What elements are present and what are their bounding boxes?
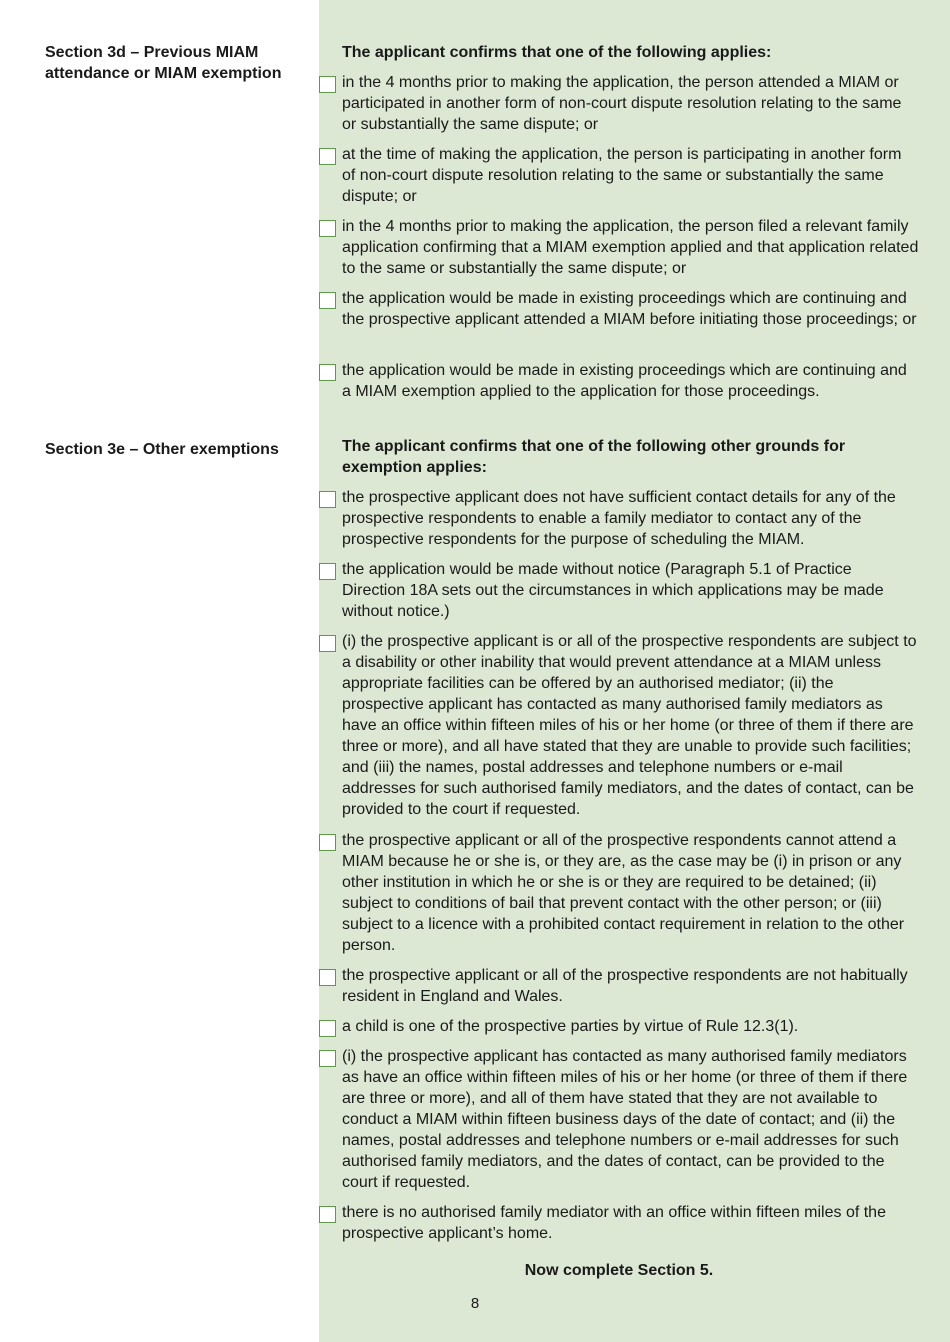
section-3d-option-4: the application would be made in existing proceedings which are continuing and the prospective applicant attended a MIAM before initiating those proceedings; or [319,288,919,330]
section-3d-option-5: the application would be made in existing proceedings which are continuing and a MIAM exemption applied to the application for those proceedings. [319,360,919,402]
section-3d-label: Section 3d – Previous MIAM attendance or MIAM exemption [45,44,282,82]
section-3e-option-4: the prospective applicant or all of the prospective respondents cannot attend a MIAM because he or she is, or they are, as the case may be (i) in prison or any other institution in which he or she is or they are required to be detained; (ii) subject to conditions of bail that prevent contact with the other person; or (iii) subject to a licence with a prohibited contact requirement in relation to the other person. [319,830,919,956]
section-3e-heading: The applicant confirms that one of the following other grounds for exemption applies: [342,438,846,476]
section-3e-option-3: (i) the prospective applicant is or all of the prospective respondents are subject to a disability or other inability that would prevent attendance at a MIAM unless appropriate facilities can be offered by an authorised mediator; (ii) the prospective applicant has contacted as many authorised family mediators as have an office within fifteen miles of his or her home (or three of them if there are three or more), and all have stated that they are unable to provide such facilities; and (iii) the names, postal addresses and telephone numbers or e-mail addresses for such authorised family mediators, and the dates of contact, can be provided to the court if requested. [319,631,919,820]
page-number: 8 [470,1295,480,1312]
section-3d-heading: The applicant confirms that one of the following applies: [342,44,772,61]
checkbox[interactable] [319,1050,336,1067]
checkbox[interactable] [319,148,336,165]
checkbox[interactable] [319,1206,336,1223]
checkbox[interactable] [319,635,336,652]
section-3e-option-8: there is no authorised family mediator with an office within fifteen miles of the prospective applicant’s home. [319,1202,919,1244]
section-3e-label: Section 3e – Other exemptions [45,441,279,458]
checkbox[interactable] [319,364,336,381]
checkbox[interactable] [319,834,336,851]
section-3e-option-6: a child is one of the prospective parties by virtue of Rule 12.3(1). [319,1016,919,1037]
checkbox[interactable] [319,76,336,93]
checkbox[interactable] [319,563,336,580]
section-3d-option-2: at the time of making the application, the person is participating in another form of non-court dispute resolution relating to the same or substantially the same dispute; or [319,144,919,207]
section-3e-option-1: the prospective applicant does not have sufficient contact details for any of the prospective respondents to enable a family mediator to contact any of the prospective respondents for the purpose of scheduling the MIAM. [319,487,919,550]
checkbox[interactable] [319,969,336,986]
next-section-instruction: Now complete Section 5. [524,1262,714,1279]
section-3d-option-3: in the 4 months prior to making the application, the person filed a relevant family application confirming that a MIAM exemption applied and that application related to the same or substantially the same dispute; or [319,216,919,279]
checkbox[interactable] [319,491,336,508]
section-3e-option-5: the prospective applicant or all of the prospective respondents are not habitually resident in England and Wales. [319,965,919,1007]
section-3e-option-2: the application would be made without notice (Paragraph 5.1 of Practice Direction 18A sets out the circumstances in which applications may be made without notice.) [319,559,919,622]
checkbox[interactable] [319,220,336,237]
section-3d-option-1: in the 4 months prior to making the application, the person attended a MIAM or participated in another form of non-court dispute resolution relating to the same or substantially the same dispute; or [319,72,919,135]
checkbox[interactable] [319,1020,336,1037]
section-3e-option-7: (i) the prospective applicant has contacted as many authorised family mediators as have an office within fifteen miles of his or her home (or three of them if there are three or more), and all of them have stated that they are not available to conduct a MIAM within fifteen business days of the date of contact; and (ii) the names, postal addresses and telephone numbers or e-mail addresses for such authorised family mediators, and the dates of contact, can be provided to the court if requested. [319,1046,919,1193]
checkbox[interactable] [319,292,336,309]
